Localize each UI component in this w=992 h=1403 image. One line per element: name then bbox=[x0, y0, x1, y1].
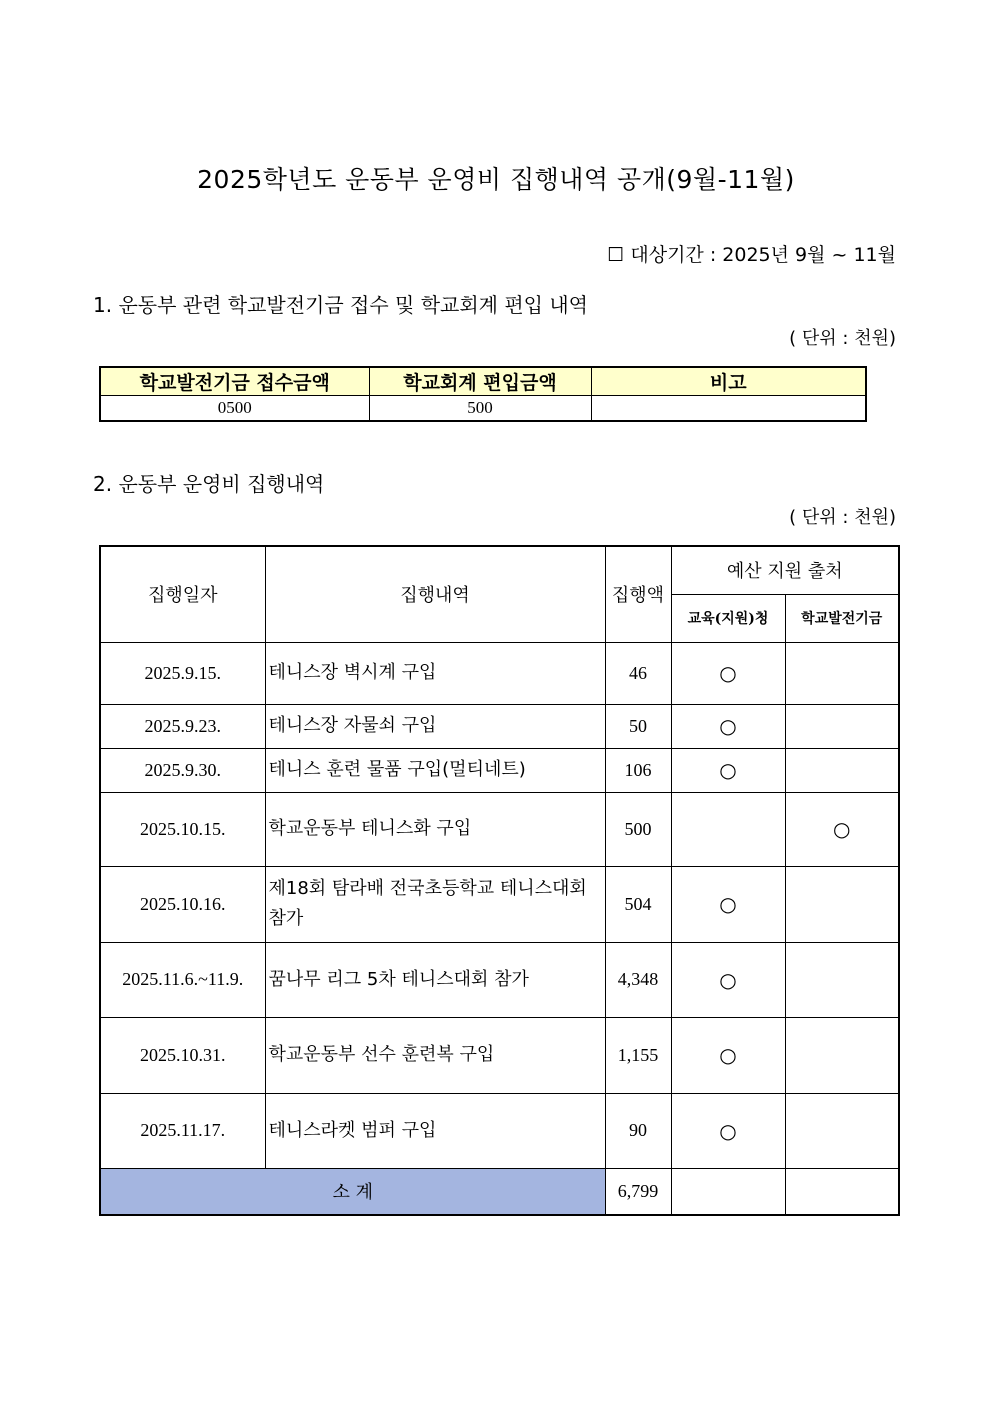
row-amount: 106 bbox=[605, 748, 671, 792]
row-edu-mark: ○ bbox=[671, 1093, 785, 1168]
desc-header: 집행내역 bbox=[265, 546, 605, 642]
row-amount: 90 bbox=[605, 1093, 671, 1168]
row-edu-mark: ○ bbox=[671, 748, 785, 792]
expense-table bbox=[99, 545, 900, 1216]
section2-unit: ( 단위 : 천원) bbox=[789, 507, 896, 528]
row-fund-mark bbox=[785, 642, 899, 704]
total-amount: 6,799 bbox=[605, 1168, 671, 1215]
fund-table-row bbox=[100, 396, 866, 422]
row-fund-mark bbox=[785, 942, 899, 1017]
row-date: 2025.9.30. bbox=[100, 748, 265, 792]
row-desc: 테니스장 벽시계 구입 bbox=[265, 642, 605, 704]
expense-header-row bbox=[100, 546, 899, 594]
row-fund-mark bbox=[785, 748, 899, 792]
row-date: 2025.11.17. bbox=[100, 1093, 265, 1168]
table-row bbox=[100, 642, 899, 704]
section1-heading: 1. 운동부 관련 학교발전기금 접수 및 학교회계 편입 내역 bbox=[93, 293, 588, 317]
fund-table bbox=[99, 366, 867, 422]
total-fund-cell bbox=[785, 1168, 899, 1215]
fund-received-value: 0500 bbox=[100, 396, 369, 422]
row-date: 2025.9.23. bbox=[100, 704, 265, 748]
total-label: 소 계 bbox=[100, 1168, 605, 1215]
fund-note-header: 비고 bbox=[591, 367, 866, 396]
table-row bbox=[100, 748, 899, 792]
row-desc: 테니스라켓 범퍼 구입 bbox=[265, 1093, 605, 1168]
section1-unit: ( 단위 : 천원) bbox=[789, 328, 896, 349]
section2-heading: 2. 운동부 운영비 집행내역 bbox=[93, 472, 325, 496]
row-date: 2025.10.16. bbox=[100, 866, 265, 942]
row-desc: 테니스장 자물쇠 구입 bbox=[265, 704, 605, 748]
row-edu-mark: ○ bbox=[671, 866, 785, 942]
source-header: 예산 지원 출처 bbox=[671, 546, 899, 594]
row-amount: 4,348 bbox=[605, 942, 671, 1017]
row-amount: 1,155 bbox=[605, 1017, 671, 1093]
row-edu-mark: ○ bbox=[671, 704, 785, 748]
row-edu-mark: ○ bbox=[671, 1017, 785, 1093]
row-date: 2025.10.31. bbox=[100, 1017, 265, 1093]
row-desc: 제18회 탐라배 전국초등학교 테니스대회 참가 bbox=[265, 866, 605, 942]
row-amount: 504 bbox=[605, 866, 671, 942]
fund-note-value bbox=[591, 396, 866, 422]
source-fund-header: 학교발전기금 bbox=[785, 594, 899, 642]
row-desc: 학교운동부 테니스화 구입 bbox=[265, 792, 605, 866]
row-fund-mark bbox=[785, 1017, 899, 1093]
row-desc: 테니스 훈련 물품 구입(멀티네트) bbox=[265, 748, 605, 792]
row-fund-mark: ○ bbox=[785, 792, 899, 866]
fund-table-header-row bbox=[100, 367, 866, 396]
row-date: 2025.11.6.~11.9. bbox=[100, 942, 265, 1017]
table-row bbox=[100, 792, 899, 866]
row-fund-mark bbox=[785, 704, 899, 748]
row-fund-mark bbox=[785, 866, 899, 942]
row-fund-mark bbox=[785, 1093, 899, 1168]
row-amount: 46 bbox=[605, 642, 671, 704]
row-amount: 50 bbox=[605, 704, 671, 748]
row-date: 2025.9.15. bbox=[100, 642, 265, 704]
table-row bbox=[100, 1017, 899, 1093]
table-row bbox=[100, 942, 899, 1017]
table-row bbox=[100, 1093, 899, 1168]
date-header: 집행일자 bbox=[100, 546, 265, 642]
total-edu-cell bbox=[671, 1168, 785, 1215]
row-amount: 500 bbox=[605, 792, 671, 866]
row-edu-mark: ○ bbox=[671, 642, 785, 704]
amount-header: 집행액 bbox=[605, 546, 671, 642]
row-edu-mark: ○ bbox=[671, 942, 785, 1017]
total-row bbox=[100, 1168, 899, 1215]
row-date: 2025.10.15. bbox=[100, 792, 265, 866]
row-desc: 학교운동부 선수 훈련복 구입 bbox=[265, 1017, 605, 1093]
target-period: ☐ 대상기간 : 2025년 9월 ~ 11월 bbox=[607, 244, 896, 266]
table-row bbox=[100, 866, 899, 942]
fund-transferred-header: 학교회계 편입금액 bbox=[369, 367, 591, 396]
table-row bbox=[100, 704, 899, 748]
row-desc: 꿈나무 리그 5차 테니스대회 참가 bbox=[265, 942, 605, 1017]
fund-transferred-value: 500 bbox=[369, 396, 591, 422]
source-edu-header: 교육(지원)청 bbox=[671, 594, 785, 642]
page-title: 2025학년도 운동부 운영비 집행내역 공개(9월-11월) bbox=[197, 165, 795, 194]
row-edu-mark bbox=[671, 792, 785, 866]
fund-received-header: 학교발전기금 접수금액 bbox=[100, 367, 369, 396]
